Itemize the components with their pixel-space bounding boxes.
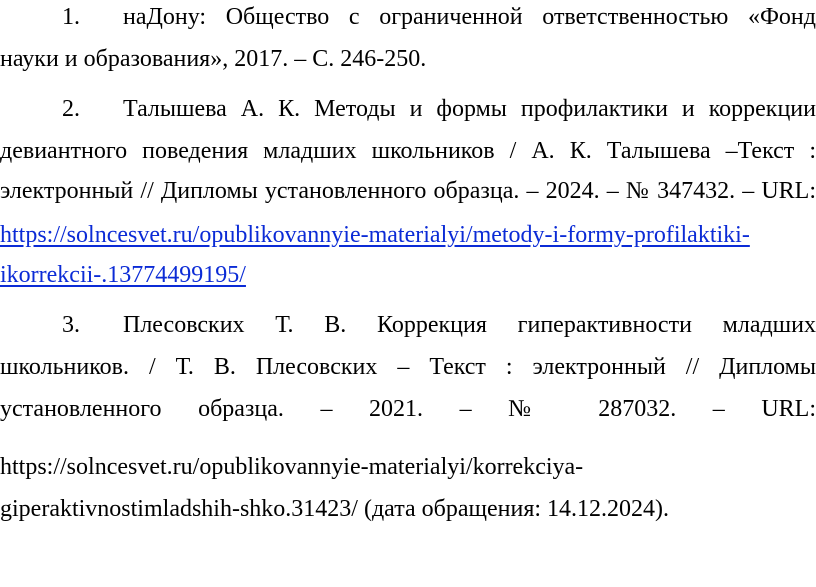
reference-link[interactable]	[0, 220, 816, 250]
reference-line: Талышева А. К. Методы и формы профилактики и коррекции	[123, 96, 816, 122]
reference-number: 3.	[62, 312, 80, 338]
reference-link-text[interactable]: https://solncesvet.ru/opublikovannyie-materialyi/metody-i-formy-profilaktiki-	[0, 222, 750, 248]
reference-line: электронный // Дипломы установленного образца. – 2024. – № 347432. – URL:	[0, 178, 816, 204]
reference-line: школьников. / Т. В. Плесовских – Текст : электронный // Дипломы	[0, 354, 816, 380]
reference-line: наДону: Общество с ограниченной ответственностью «Фонд	[123, 4, 816, 30]
reference-line: девиантного поведения младших школьников / А. К. Талышева –Текст :	[0, 138, 816, 164]
reference-line: https://solncesvet.ru/opublikovannyie-materialyi/korrekciya-	[0, 454, 584, 480]
reference-line: науки и образования», 2017. – С. 246-250.	[0, 46, 427, 72]
reference-link-text[interactable]: ikorrekcii-.13774499195/	[0, 262, 246, 288]
reference-line: Плесовских Т. В. Коррекция гиперактивности младших	[123, 312, 816, 338]
reference-number: 2.	[62, 96, 80, 122]
reference-line: giperaktivnostimladshih-shko.31423/ (дата обращения: 14.12.2024).	[0, 496, 670, 522]
reference-line: установленного образца. – 2021. – № 287032. – URL:	[0, 396, 816, 422]
reference-link[interactable]	[0, 260, 816, 290]
reference-number: 1.	[62, 4, 80, 30]
